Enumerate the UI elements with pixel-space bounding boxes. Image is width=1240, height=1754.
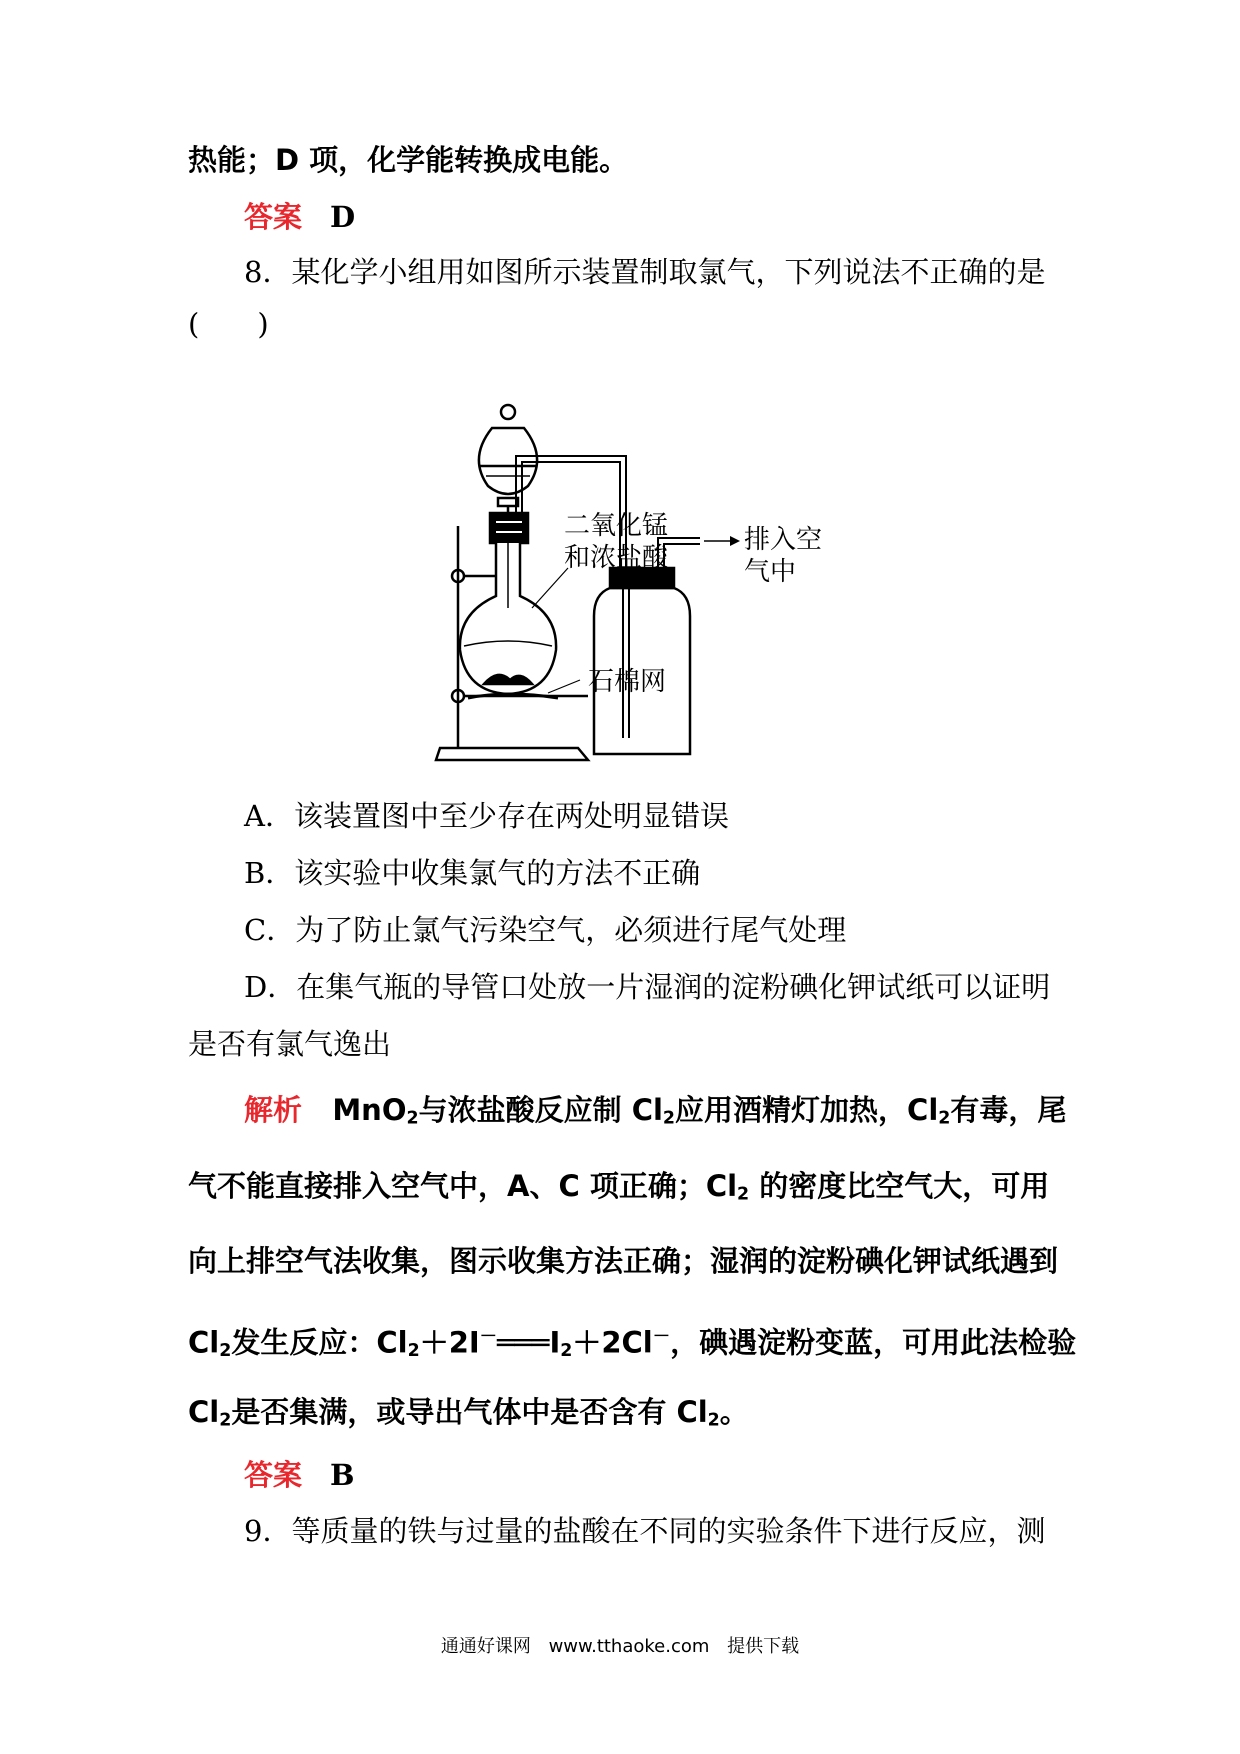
answer-label: 答案 [244,1458,303,1492]
question-8-stem: 8．某化学小组用如图所示装置制取氯气，下列说法不正确的是 [244,255,1046,289]
answer-7 [244,197,355,237]
label-vent-1: 排入空 [744,525,823,555]
analysis-line-3: 向上排空气法收集，图示收集方法正确；湿润的淀粉碘化钾试纸遇到 [188,1244,1059,1278]
analysis-line-2: 气不能直接排入空气中，A、C 项正确；$Cl_2$ 的密度比空气大，可用 [188,1169,1050,1205]
text-line-1: 热能；D 项，化学能转换成电能。 [188,143,629,177]
option-c: C．为了防止氯气污染空气，必须进行尾气处理 [244,913,847,947]
answer-value: B [330,1458,355,1492]
answer-label: 答案 [244,200,303,234]
analysis-line-4: $Cl_2$发生反应：$Cl_2+2I^-═══I_2+2Cl^-$，碘遇淀粉变蓝，可用此法检验 [188,1325,1077,1361]
analysis-label: 解析 [244,1093,303,1127]
analysis-line-1: 解析 MnO$_2$与浓盐酸反应制 $Cl_2$应用酒精灯加热，$Cl_2$有毒，尾 [244,1093,1067,1129]
analysis-line-5: $Cl_2$是否集满，或导出气体中是否含有 $Cl_2$。 [188,1395,749,1431]
answer-8 [244,1455,355,1495]
answer-value: D [330,200,356,234]
question-8-paren: ( ) [188,307,269,341]
label-reagents-2: 和浓盐酸 [564,543,669,573]
funnel-stopper [501,405,515,419]
footer-site: 通通好课网 [440,1636,531,1657]
footer-note: 提供下载 [727,1636,800,1657]
option-a: A．该装置图中至少存在两处明显错误 [244,799,729,833]
option-d-line-2: 是否有氯气逸出 [188,1027,392,1061]
apparatus-figure [428,398,908,770]
option-d-line-1: D．在集气瓶的导管口处放一片湿润的淀粉碘化钾试纸可以证明 [244,970,1051,1004]
page-footer [0,1632,1240,1658]
label-reagents-1: 二氧化锰 [564,511,669,541]
flask-stopper [490,513,528,543]
option-b: B．该实验中收集氯气的方法不正确 [244,856,701,890]
question-9-stem: 9．等质量的铁与过量的盐酸在不同的实验条件下进行反应，测 [244,1514,1046,1548]
label-vent-2: 气中 [744,557,797,587]
stand-base [436,748,588,760]
label-gauze: 石棉网 [588,667,667,697]
footer-url[interactable]: www.tthaoke.com [548,1636,710,1657]
